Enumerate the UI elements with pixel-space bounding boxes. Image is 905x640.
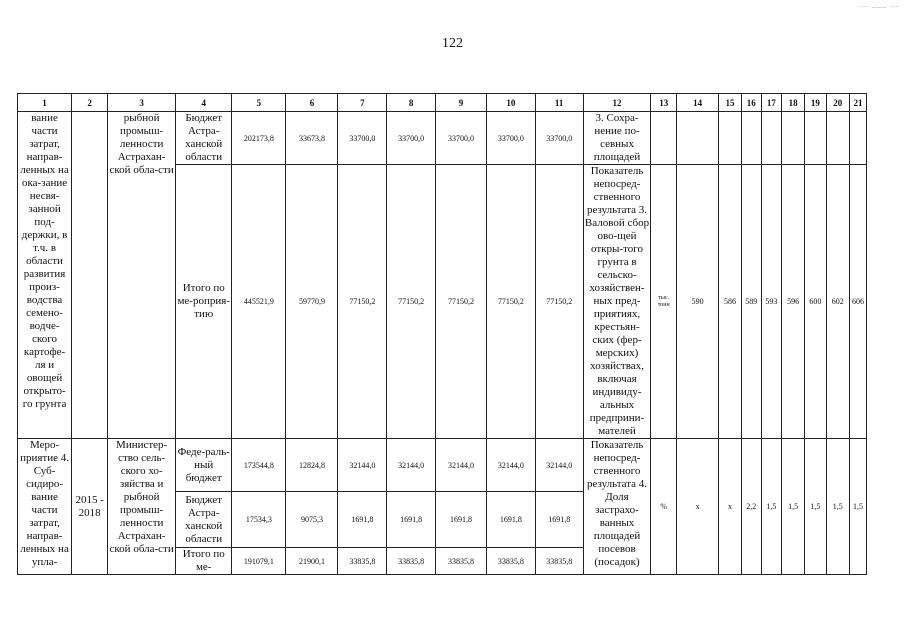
- value-cell: 1691,8: [338, 492, 387, 548]
- header-cell: 20: [826, 94, 849, 112]
- unit-cell: тыс. тонн: [651, 165, 676, 439]
- executor-cell: рыбной промыш-ленности Астрахан-ской обла-сти: [108, 112, 176, 439]
- value-cell: 33835,8: [387, 548, 436, 575]
- target-cell: х: [719, 439, 741, 575]
- funding-source: Бюджет Астра-ханской области: [176, 112, 232, 165]
- target-cell: 600: [805, 165, 826, 439]
- empty-cell: [805, 112, 826, 165]
- value-cell: 33700,0: [487, 112, 536, 165]
- value-cell: 12824,8: [286, 439, 338, 492]
- value-cell: 33700,0: [338, 112, 387, 165]
- period-cell: [72, 112, 108, 439]
- header-cell: 5: [232, 94, 286, 112]
- unit-cell: %: [651, 439, 676, 575]
- indicator-cell: Показатель непосред-ственного результата 3. Валовой сбор ово-щей откры-того грунта в сельско-хозяйствен-ных пред-приятиях, крестьян-ских (фер-мерских) хозяйствах, включая индивиду-альных предприни-мателей: [584, 165, 650, 437]
- value-cell: 77150,2: [338, 165, 387, 439]
- target-cell: 1,5: [849, 439, 866, 575]
- empty-cell: [741, 112, 761, 165]
- empty-cell: [826, 112, 849, 165]
- header-cell: 1: [18, 94, 72, 112]
- target-cell: 1,5: [781, 439, 804, 575]
- executor-cell: Министер-ство сель-ского хо-зяйства и рыбной промыш-ленности Астрахан-ской обла-сти: [108, 439, 176, 575]
- indicator-cell: Показатель непосред-ственного результата 4. Доля застрахо-ванных площадей посевов (посадок): [583, 439, 651, 575]
- value-cell: 33700,0: [387, 112, 436, 165]
- value-cell: 1691,8: [436, 492, 487, 548]
- target-cell: 2,2: [741, 439, 761, 575]
- target-cell: 590: [676, 165, 718, 439]
- value-cell: 1691,8: [535, 492, 583, 548]
- value-cell: 33700,0: [535, 112, 583, 165]
- empty-cell: [761, 112, 781, 165]
- header-cell: 13: [651, 94, 676, 112]
- header-cell: 14: [676, 94, 718, 112]
- target-cell: 593: [761, 165, 781, 439]
- header-cell: 21: [849, 94, 866, 112]
- value-cell: 33835,8: [338, 548, 387, 575]
- value-cell: 445521,9: [232, 165, 286, 439]
- empty-cell: [651, 112, 676, 165]
- header-cell: 10: [487, 94, 536, 112]
- header-cell: 15: [719, 94, 741, 112]
- target-cell: 596: [781, 165, 804, 439]
- header-cell: 3: [108, 94, 176, 112]
- header-cell: 2: [72, 94, 108, 112]
- target-cell: 586: [719, 165, 741, 439]
- target-cell: 589: [741, 165, 761, 439]
- target-cell: 606: [849, 165, 866, 439]
- corner-mark: ... ___ ...: [860, 0, 899, 9]
- empty-cell: [781, 112, 804, 165]
- empty-cell: [849, 112, 866, 165]
- value-cell: 191079,1: [232, 548, 286, 575]
- empty-cell: [676, 112, 718, 165]
- table-row: [18, 439, 867, 492]
- table-row: [18, 112, 867, 165]
- header-cell: 11: [535, 94, 583, 112]
- header-cell: 4: [176, 94, 232, 112]
- header-row: [18, 94, 867, 112]
- header-cell: 8: [387, 94, 436, 112]
- value-cell: 33700,0: [436, 112, 487, 165]
- header-cell: 7: [338, 94, 387, 112]
- value-cell: 1691,8: [487, 492, 536, 548]
- empty-cell: [719, 112, 741, 165]
- value-cell: 32144,0: [535, 439, 583, 492]
- funding-source: Итого по ме-: [176, 548, 232, 575]
- value-cell: 17534,3: [232, 492, 286, 548]
- value-cell: 32144,0: [487, 439, 536, 492]
- value-cell: 1691,8: [387, 492, 436, 548]
- value-cell: 77150,2: [436, 165, 487, 439]
- value-cell: 32144,0: [338, 439, 387, 492]
- page-number: 122: [442, 36, 463, 51]
- value-cell: 77150,2: [535, 165, 583, 439]
- value-cell: 77150,2: [487, 165, 536, 439]
- funding-source: Феде-раль-ный бюджет: [176, 439, 232, 492]
- value-cell: 59770,9: [286, 165, 338, 439]
- header-cell: 19: [805, 94, 826, 112]
- value-cell: 33835,8: [535, 548, 583, 575]
- header-cell: 18: [781, 94, 804, 112]
- funding-source: Бюджет Астра-ханской области: [176, 492, 232, 548]
- header-cell: 6: [286, 94, 338, 112]
- funding-source: Итого по ме-роприя-тию: [176, 165, 232, 439]
- target-cell: 1,5: [826, 439, 849, 575]
- value-cell: 33835,8: [487, 548, 536, 575]
- value-cell: 33835,8: [436, 548, 487, 575]
- target-cell: х: [676, 439, 718, 575]
- value-cell: 32144,0: [387, 439, 436, 492]
- value-cell: 77150,2: [387, 165, 436, 439]
- header-cell: 17: [761, 94, 781, 112]
- value-cell: 173544,8: [232, 439, 286, 492]
- header-cell: 16: [741, 94, 761, 112]
- target-cell: 1,5: [761, 439, 781, 575]
- activity-description: Меро-приятие 4. Суб-сидиро-вание части затрат, направ-ленных на упла-: [18, 439, 72, 575]
- header-cell: 9: [436, 94, 487, 112]
- indicator-cell: 3. Сохра-нение по-севных площадей: [583, 112, 651, 165]
- value-cell: 21900,1: [286, 548, 338, 575]
- target-cell: 602: [826, 165, 849, 439]
- value-cell: 202173,8: [232, 112, 286, 165]
- value-cell: 33673,8: [286, 112, 338, 165]
- value-cell: 9075,3: [286, 492, 338, 548]
- budget-table: [17, 93, 867, 575]
- header-cell: 12: [583, 94, 651, 112]
- period-cell: 2015 - 2018: [72, 439, 108, 575]
- activity-description: вание части затрат, направ-ленных на ока-зание несвя-занной под-держки, в т.ч. в области развития произ-водства семено-водче-ского картофе-ля и овощей открыто-го грунта: [18, 112, 72, 439]
- value-cell: 32144,0: [436, 439, 487, 492]
- target-cell: 1,5: [805, 439, 826, 575]
